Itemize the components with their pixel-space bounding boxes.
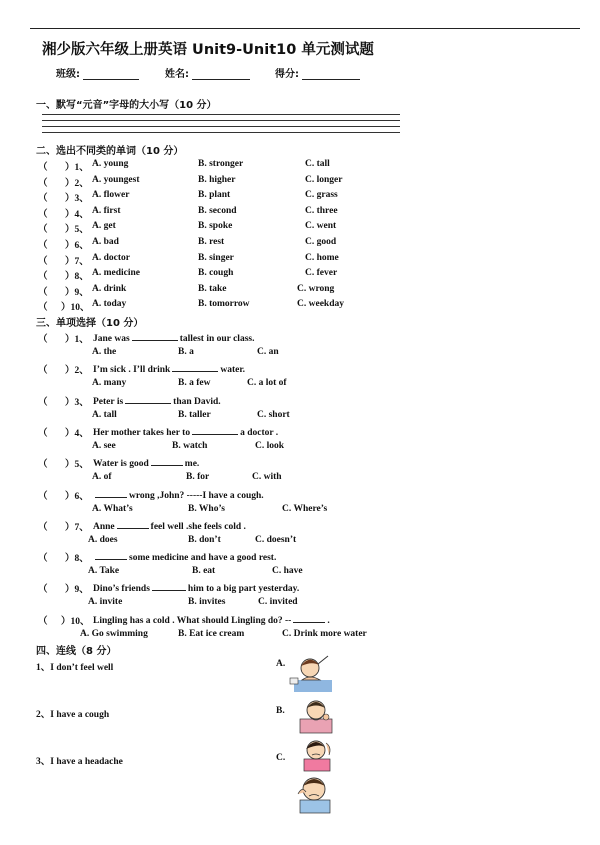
answer-bracket[interactable]: （ — [38, 225, 48, 236]
stem-text: feel well .she feels cold . — [150, 521, 246, 532]
option-c: C. three — [305, 205, 338, 216]
option-b: B. watch — [172, 440, 208, 451]
option-c: C. invited — [258, 597, 298, 608]
option-c: C. Where’s — [282, 503, 328, 514]
answer-bracket[interactable]: （ — [38, 585, 48, 596]
match-right-label: A. — [276, 659, 286, 669]
question-stem — [93, 581, 299, 594]
option-b: B. rest — [198, 237, 225, 247]
question-stem — [93, 519, 246, 532]
answer-bracket[interactable]: （ — [38, 397, 48, 408]
stem-text: tallest in our class. — [179, 334, 255, 344]
option-a: A. invite — [88, 597, 123, 608]
match-left-item: 2、I have a cough — [36, 710, 110, 720]
name-field — [165, 65, 250, 80]
option-a: A. youngest — [92, 174, 140, 185]
class-blank[interactable] — [83, 69, 139, 80]
option-a: A. does — [88, 534, 118, 545]
answer-bracket[interactable]: （ — [38, 522, 48, 533]
question-stem — [93, 456, 199, 469]
option-a: A. doctor — [92, 252, 130, 263]
option-c: C. a lot of — [247, 378, 287, 389]
option-c: C. weekday — [297, 299, 344, 310]
stem-text: Her mother takes her to — [93, 427, 191, 438]
answer-bracket[interactable]: （ — [38, 335, 48, 345]
answer-bracket[interactable]: （ — [38, 303, 48, 314]
answer-bracket[interactable]: （ — [38, 287, 48, 298]
child-headache-illustration — [296, 737, 336, 773]
score-field — [275, 65, 360, 80]
question-stem — [93, 425, 278, 438]
option-c: C. home — [305, 252, 339, 263]
question-number: ）5、 — [65, 225, 89, 236]
question-number: ）1、 — [65, 163, 89, 173]
option-c: C. with — [252, 472, 282, 483]
section-1-heading: 一、默写“元音”字母的大小写（10 分） — [36, 100, 217, 111]
option-b: B. second — [198, 205, 237, 216]
option-b: B. spoke — [198, 221, 233, 232]
answer-bracket[interactable]: （ — [38, 256, 48, 267]
fill-blank[interactable] — [293, 613, 325, 623]
option-a: A. see — [92, 440, 116, 451]
stem-text: Peter is — [93, 396, 124, 407]
name-label: 姓名: — [165, 69, 189, 80]
fill-blank[interactable] — [125, 394, 171, 404]
class-field — [56, 65, 139, 80]
writing-line[interactable] — [42, 120, 400, 121]
fill-blank[interactable] — [132, 331, 178, 341]
top-rule — [30, 28, 580, 29]
option-b: B. a — [178, 347, 194, 357]
option-a: A. of — [92, 472, 112, 483]
option-c: C. wrong — [297, 283, 335, 294]
option-c: C. grass — [305, 190, 338, 201]
option-a: A. flower — [92, 190, 130, 201]
option-a: A. young — [92, 159, 129, 169]
question-number: ）2、 — [65, 366, 89, 377]
stem-text: him to a big part yesterday. — [187, 584, 300, 595]
stem-text: Jane was — [93, 334, 130, 344]
option-a: A. today — [92, 299, 127, 310]
answer-bracket[interactable]: （ — [38, 616, 48, 627]
option-b: B. don’t — [188, 534, 221, 545]
match-left-item: 1、I don’t feel well — [36, 663, 114, 673]
question-number: ）9、 — [65, 585, 89, 596]
question-stem — [93, 394, 221, 407]
option-c: C. look — [255, 440, 285, 451]
answer-bracket[interactable]: （ — [38, 554, 48, 565]
option-c: C. good — [305, 237, 337, 247]
question-number: ）10、 — [61, 616, 90, 627]
question-stem — [93, 550, 276, 563]
fill-blank[interactable] — [172, 362, 218, 372]
stem-text: water. — [220, 365, 246, 376]
option-a: A. many — [92, 378, 127, 389]
option-c: C. have — [272, 566, 303, 577]
option-a: A. first — [92, 205, 121, 216]
option-b: B. Who’s — [188, 503, 225, 514]
answer-bracket[interactable]: （ — [38, 491, 48, 502]
stem-text: Lingling has a cold . What should Lingling do? -- — [93, 615, 292, 626]
question-number: ）7、 — [65, 522, 89, 533]
option-b: B. take — [198, 283, 227, 294]
answer-bracket[interactable]: （ — [38, 272, 48, 283]
option-c: C. Drink more water — [282, 628, 367, 639]
stem-text: than David. — [173, 396, 221, 407]
question-number: ）10、 — [61, 303, 90, 314]
fill-blank[interactable] — [95, 488, 127, 498]
stem-text: some medicine and have a good rest. — [129, 553, 277, 564]
option-b: B. higher — [198, 174, 236, 185]
option-b: B. taller — [178, 409, 211, 420]
class-label: 班级: — [56, 69, 80, 80]
answer-bracket[interactable]: （ — [38, 428, 48, 439]
stem-text: me. — [184, 459, 200, 470]
option-c: C. tall — [305, 159, 330, 169]
question-number: ）8、 — [65, 554, 89, 565]
question-stem — [93, 362, 245, 375]
stem-text: Dino’s friends — [93, 584, 150, 595]
option-a: A. tall — [92, 409, 117, 420]
stem-text: . — [327, 615, 330, 626]
option-b: B. invites — [188, 597, 226, 608]
answer-bracket[interactable]: （ — [38, 460, 48, 471]
question-number: ）4、 — [65, 428, 89, 439]
answer-bracket[interactable]: （ — [38, 241, 48, 251]
fill-blank[interactable] — [151, 456, 183, 466]
match-right-label: B. — [276, 706, 285, 716]
child-unwell-illustration — [288, 654, 336, 694]
writing-line[interactable] — [42, 114, 400, 115]
question-stem — [93, 331, 254, 344]
match-left-item: 3、I have a headache — [36, 757, 123, 767]
name-blank[interactable] — [192, 69, 250, 80]
score-label: 得分: — [275, 69, 299, 80]
stem-text: a doctor . — [240, 427, 279, 438]
option-a: A. bad — [92, 237, 119, 247]
question-stem — [93, 613, 330, 626]
question-number: ）8、 — [65, 272, 89, 283]
option-a: A. drink — [92, 283, 127, 294]
option-a: A. What’s — [92, 503, 133, 514]
option-c: C. short — [257, 409, 290, 420]
section-2-heading: 二、选出不同类的单词（10 分） — [36, 146, 184, 157]
option-a: A. get — [92, 221, 116, 232]
option-c: C. an — [257, 347, 279, 357]
question-number: ）6、 — [65, 241, 89, 251]
question-number: ）3、 — [65, 397, 89, 408]
question-number: ）9、 — [65, 287, 89, 298]
option-b: B. plant — [198, 190, 231, 201]
option-a: A. Go swimming — [80, 628, 148, 639]
option-a: A. the — [92, 347, 117, 357]
fill-blank[interactable] — [152, 581, 186, 591]
option-c: C. fever — [305, 268, 338, 279]
stem-text: Water is good — [93, 459, 149, 470]
answer-bracket[interactable]: （ — [38, 194, 48, 205]
option-b: B. stronger — [198, 159, 244, 169]
section-4-heading: 四、连线（8 分） — [36, 646, 117, 657]
option-b: B. cough — [198, 268, 234, 279]
answer-bracket[interactable]: （ — [38, 163, 48, 173]
option-a: A. Take — [88, 566, 120, 577]
option-b: B. Eat ice cream — [178, 628, 245, 639]
question-number: ）4、 — [65, 209, 89, 220]
question-number: ）6、 — [65, 491, 89, 502]
question-stem — [93, 488, 264, 501]
fill-blank[interactable] — [95, 550, 127, 560]
question-number: ）7、 — [65, 256, 89, 267]
fill-blank[interactable] — [117, 519, 149, 529]
option-c: C. longer — [305, 174, 343, 185]
stem-text: I’m sick . I’ll drink — [93, 365, 171, 376]
writing-line[interactable] — [42, 132, 400, 133]
page-title: 湘少版六年级上册英语 Unit9-Unit10 单元测试题 — [42, 42, 374, 58]
option-b: B. singer — [198, 252, 234, 263]
option-b: B. tomorrow — [198, 299, 250, 310]
question-number: ）3、 — [65, 194, 89, 205]
question-number: ）1、 — [65, 335, 89, 345]
question-number: ）5、 — [65, 460, 89, 471]
option-c: C. went — [305, 221, 337, 232]
stem-text: Anne — [93, 521, 115, 532]
stem-text: wrong ,John? -----I have a cough. — [129, 490, 264, 501]
section-3-heading: 三、单项选择（10 分） — [36, 318, 144, 329]
writing-line[interactable] — [42, 126, 400, 127]
score-blank[interactable] — [302, 69, 360, 80]
option-c: C. doesn’t — [255, 534, 297, 545]
answer-bracket[interactable]: （ — [38, 178, 48, 189]
option-b: B. eat — [192, 566, 216, 577]
child-coughing-illustration — [296, 697, 336, 735]
match-right-label: C. — [276, 753, 286, 763]
child-sick-boy-illustration — [292, 774, 336, 814]
question-number: ）2、 — [65, 178, 89, 189]
fill-blank[interactable] — [192, 425, 238, 435]
option-a: A. medicine — [92, 268, 141, 279]
answer-bracket[interactable]: （ — [38, 366, 48, 377]
answer-bracket[interactable]: （ — [38, 209, 48, 220]
option-b: B. for — [186, 472, 210, 483]
option-b: B. a few — [178, 378, 211, 389]
